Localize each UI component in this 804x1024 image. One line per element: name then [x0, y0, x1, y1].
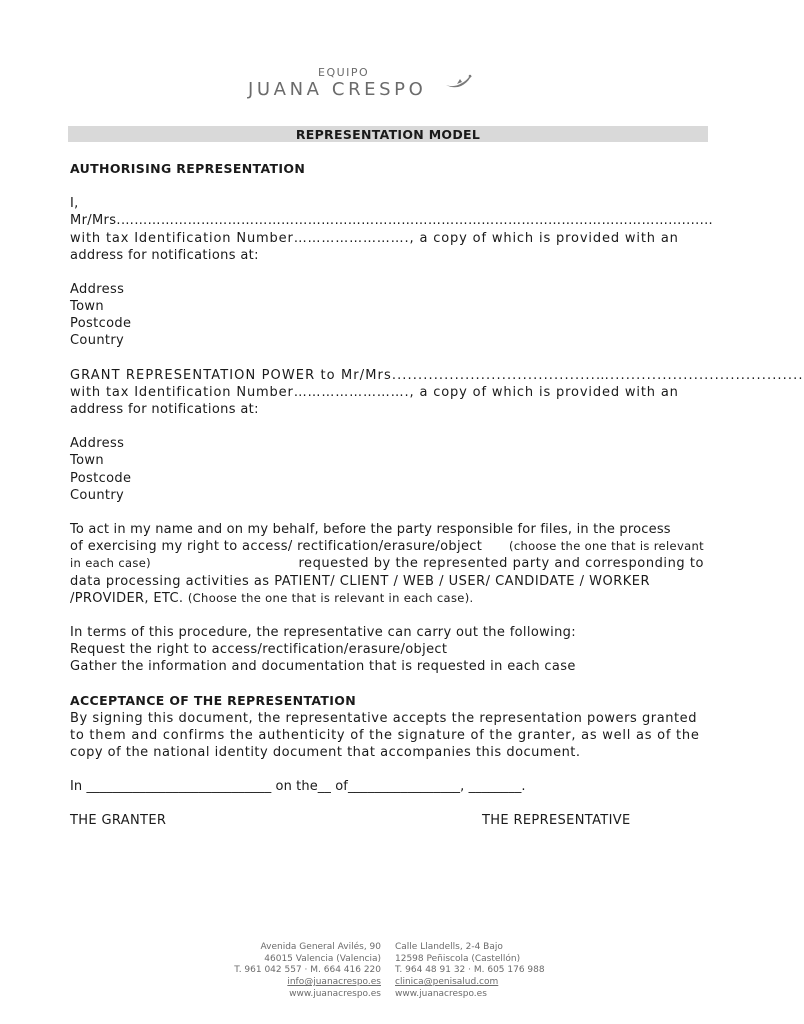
act-line-1: To act in my name and on my behalf, before the party responsible for files, in the process [70, 522, 671, 537]
footer-right-website: www.juanacrespo.es [395, 988, 487, 999]
granter-tax-line: with tax Identification Number……………………., a copy of which is provided with an [70, 231, 679, 246]
title-band [68, 126, 708, 142]
act-line-3-note: in each case) [70, 556, 152, 570]
acceptance-line-3: copy of the national identity document that accompanies this document. [70, 745, 581, 760]
granter-field-country: Country [70, 333, 125, 348]
place-date-line: In ____________________________ on the__ of_________________, ________. [70, 779, 526, 794]
footer-address-peniscola [395, 942, 545, 1001]
act-line-2-main: of exercising my right to access/ rectification/erasure/object [70, 539, 483, 554]
procedure-line-3: Gather the information and documentation that is requested in each case [70, 659, 576, 674]
granter-i-line: I, [70, 196, 79, 211]
representative-field-country: Country [70, 488, 125, 503]
footer-left-street: Avenida General Avilés, 90 [260, 942, 381, 952]
act-line-2-note: (choose the one that is relevant [509, 539, 704, 553]
signature-granter: THE GRANTER [70, 813, 167, 828]
granter-field-postcode: Postcode [70, 316, 132, 331]
footer-left-email-link[interactable]: info@juanacrespo.es [287, 977, 381, 988]
signature-representative: THE REPRESENTATIVE [482, 813, 631, 828]
representative-field-town: Town [70, 453, 104, 468]
act-line-4: data processing activities as PATIENT/ CLIENT / WEB / USER/ CANDIDATE / WORKER [70, 574, 651, 589]
granter-name-line: Mr/Mrs.…………………………………………………………………………………………………………….......... [70, 213, 714, 228]
procedure-line-1: In terms of this procedure, the representative can carry out the following: [70, 625, 577, 640]
granter-field-address: Address [70, 282, 125, 297]
representative-field-address: Address [70, 436, 125, 451]
stork-icon [444, 72, 474, 92]
footer-right-city: 12598 Peñiscola (Castellón) [395, 953, 521, 964]
representative-field-postcode: Postcode [70, 471, 132, 486]
act-line-2 [70, 538, 704, 555]
footer-left-phone: T. 961 042 557 · M. 664 416 220 [234, 965, 381, 976]
acceptance-line-1: By signing this document, the representative accepts the representation powers granted [70, 711, 697, 726]
section-heading-authorising: AUTHORISING REPRESENTATION [70, 161, 306, 176]
act-line-5-note: (Choose the one that is relevant in each case). [187, 591, 474, 605]
acceptance-line-2: to them and confirms the authenticity of the signature of the granter, as well as of the [70, 728, 700, 743]
document-title: REPRESENTATION MODEL [295, 127, 481, 142]
footer-right-email-link[interactable]: clinica@penisalud.com [395, 977, 499, 988]
representative-tax-line: with tax Identification Number……………………., a copy of which is provided with an [70, 385, 679, 400]
logo-equipo-text: EQUIPO [318, 66, 370, 79]
footer-right-phone: T. 964 48 91 32 · M. 605 176 988 [395, 965, 545, 976]
clinic-logo [248, 64, 488, 104]
logo-name-text: JUANA CRESPO [248, 79, 427, 100]
procedure-line-2: Request the right to access/rectification/erasure/object [70, 642, 448, 657]
act-line-5 [70, 590, 474, 607]
grant-power-line: GRANT REPRESENTATION POWER to Mr/Mrs.......................................…..................................... [70, 368, 804, 383]
granter-field-town: Town [70, 299, 104, 314]
footer-address-valencia [234, 942, 381, 1001]
act-line-5-main: /PROVIDER, ETC. [70, 591, 184, 606]
representative-address-for: address for notifications at: [70, 402, 259, 417]
act-line-3-main: requested by the represented party and corresponding to [298, 556, 704, 571]
granter-address-for: address for notifications at: [70, 248, 259, 263]
section-heading-acceptance: ACCEPTANCE OF THE REPRESENTATION [70, 693, 357, 708]
footer-left-website: www.juanacrespo.es [289, 988, 381, 999]
footer-right-street: Calle Llandells, 2-4 Bajo [395, 942, 503, 952]
footer-left-city: 46015 Valencia (Valencia) [264, 953, 381, 964]
